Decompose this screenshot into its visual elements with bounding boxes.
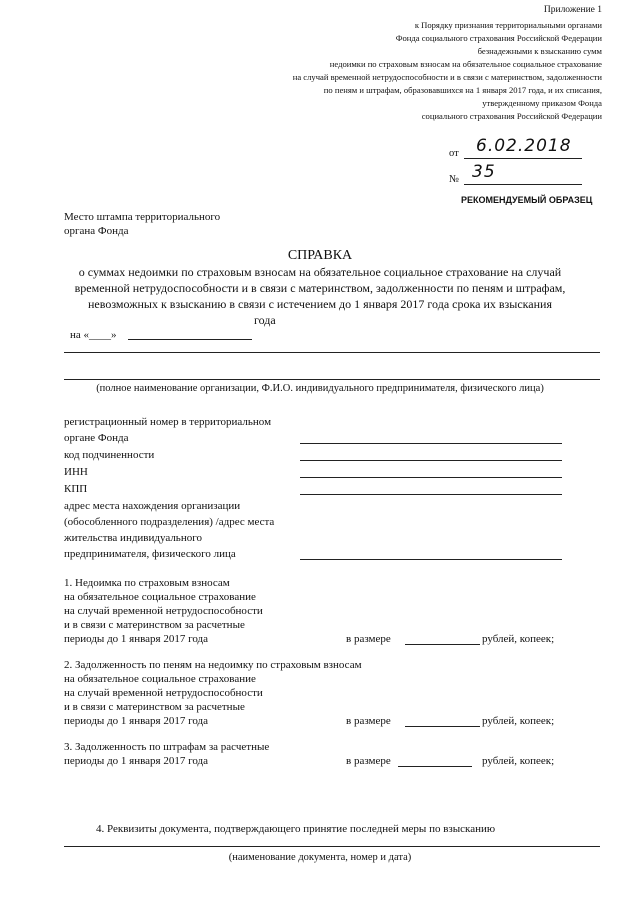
as-of-date-underline	[128, 339, 252, 340]
item-3-line: периоды до 1 января 2017 года	[64, 755, 209, 767]
item-1-line: на обязательное социальное страхование	[64, 591, 256, 603]
order-date-value: 6.02.2018	[476, 136, 572, 156]
subtitle-line: о суммах недоимки по страховым взносам на обязательное социальное страхование на случай	[78, 265, 562, 279]
item-2-line: 2. Задолженность по пеням на недоимку по страховым взносам	[64, 659, 362, 671]
appendix-line: к Порядку признания территориальными органами	[414, 20, 602, 30]
order-date-underline	[464, 158, 582, 159]
address-field[interactable]	[300, 559, 562, 560]
item-2-line: периоды до 1 января 2017 года	[64, 715, 209, 727]
item-1-line: на случай временной нетрудоспособности	[64, 605, 263, 617]
address-label: предпринимателя, физического лица	[64, 548, 236, 560]
address-label: (обособленного подразделения) /адрес места	[64, 516, 275, 528]
subtitle-line: невозможных к взысканию в связи с истечением до 1 января 2017 года срока их взыскания	[88, 297, 552, 311]
order-number-underline	[464, 184, 582, 185]
item-3-line: 3. Задолженность по штрафам за расчетные	[64, 741, 270, 753]
subordination-code-label: код подчиненности	[64, 449, 155, 461]
appendix-line: безнадежными к взысканию сумм	[477, 46, 602, 56]
subtitle-line: временной нетрудоспособности и в связи с материнством, задолженности по пеням и штрафам,	[74, 281, 566, 295]
reg-number-field[interactable]	[300, 443, 562, 444]
subordination-code-field[interactable]	[300, 460, 562, 461]
item-1-amount-field[interactable]	[405, 644, 480, 645]
item-2-line: и в связи с материнством за расчетные	[64, 701, 245, 713]
inn-label: ИНН	[64, 466, 88, 478]
item-2-amount-field[interactable]	[405, 726, 480, 727]
appendix-title: Приложение 1	[543, 5, 602, 15]
item-2-line: на случай временной нетрудоспособности	[64, 687, 263, 699]
item-2-line: на обязательное социальное страхование	[64, 673, 256, 685]
item-2-amount-label: в размере	[346, 715, 391, 727]
doc-details-line[interactable]	[64, 846, 600, 847]
as-of-date-label: на «____»	[70, 329, 117, 341]
item-3-amount-label: в размере	[346, 755, 391, 767]
item-1-line: 1. Недоимка по страховым взносам	[64, 577, 230, 589]
item-4-line: 4. Реквизиты документа, подтверждающего принятие последней меры по взысканию	[96, 823, 496, 835]
item-1-amount-units: рублей, копеек;	[482, 633, 555, 645]
item-1-line: и в связи с материнством за расчетные	[64, 619, 245, 631]
item-1-amount-label: в размере	[346, 633, 391, 645]
appendix-line: на случай временной нетрудоспособности и в связи с материнством, задолженности	[292, 72, 602, 82]
address-label: жительства индивидуального	[64, 532, 202, 544]
item-3-amount-units: рублей, копеек;	[482, 755, 555, 767]
inn-field[interactable]	[300, 477, 562, 478]
stamp-place-line: органа Фонда	[64, 225, 129, 237]
appendix-line: Фонда социального страхования Российской Федерации	[395, 33, 602, 43]
appendix-line: по пеням и штрафам, образовавшихся на 1 января 2017 года, и их списания,	[323, 85, 602, 95]
org-name-line	[64, 352, 600, 353]
doc-title: СПРАВКА	[287, 248, 353, 263]
order-number-label: №	[449, 174, 460, 185]
order-number-value: 35	[472, 162, 496, 182]
appendix-line: социального страхования Российской Федерации	[421, 111, 602, 121]
org-name-line	[64, 379, 600, 380]
item-3-amount-field[interactable]	[398, 766, 472, 767]
order-date-label: от	[449, 148, 459, 159]
kpp-label: КПП	[64, 483, 88, 495]
kpp-field[interactable]	[300, 494, 562, 495]
reg-number-label: регистрационный номер в территориальном	[64, 416, 272, 428]
appendix-line: утвержденному приказом Фонда	[482, 98, 602, 108]
address-label: адрес места нахождения организации	[64, 500, 241, 512]
org-name-caption: (полное наименование организации, Ф.И.О. индивидуального предпринимателя, физического лица)	[96, 383, 544, 394]
sample-label: РЕКОМЕНДУЕМЫЙ ОБРАЗЕЦ	[461, 195, 593, 205]
reg-number-label: органе Фонда	[64, 432, 129, 444]
doc-caption: (наименование документа, номер и дата)	[228, 852, 412, 863]
subtitle-line: года	[254, 313, 276, 327]
stamp-place-line: Место штампа территориального	[64, 211, 221, 223]
item-1-line: периоды до 1 января 2017 года	[64, 633, 209, 645]
item-2-amount-units: рублей, копеек;	[482, 715, 555, 727]
appendix-line: недоимки по страховым взносам на обязательное социальное страхование	[329, 59, 602, 69]
